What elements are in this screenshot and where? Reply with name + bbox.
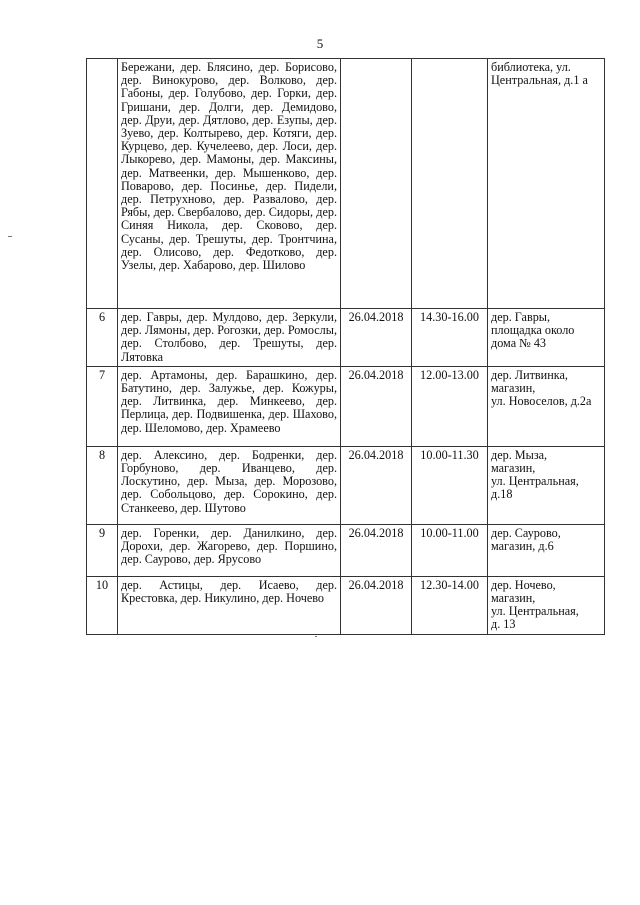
place-cell [488, 309, 605, 367]
schedule-table [86, 58, 605, 635]
table-row [87, 366, 605, 446]
place-cell [488, 366, 605, 446]
place-line: д. 13 [491, 617, 516, 632]
table-row [87, 576, 605, 634]
time-cell [412, 59, 488, 309]
date-cell [341, 59, 412, 309]
place-line: дер. Литвинка, [491, 367, 568, 382]
date-cell: 26.04.2018 [341, 366, 412, 446]
place-line: магазин, д.6 [491, 539, 554, 554]
time-cell: 10.00-11.30 [412, 446, 488, 524]
villages-cell: Бережани, дер. Блясино, дер. Борисово, дер. Винокурово, дер. Волково, дер. Габоны, дер. Голубово, дер. Горки, дер. Гришани, дер. Долги, дер. Демидово, дер. Друи, дер. Дятлово, дер. Езупы, дер. Зуево, дер. Колтырево, дер. Котяги, дер. Курцево, дер. Кучелеево, дер. Лоси, дер. Лыкорево, дер. Мамоны, дер. Максины, дер. Матвеенки, дер. Мышенково, дер. Поварово, дер. Посинье, дер. Пидели, дер. Петрухново, дер. Развалово, дер. Рябы, дер. Свербалово, дер. Сидоры, дер. Синяя Никола, дер. Сковово, дер. Сусаны, дер. Трешуты, дер. Тронтчина, дер. Олисово, дер. Федотково, дер. Узелы, дер. Хабарово, дер. Шилово [118, 59, 341, 309]
schedule-table-body [87, 59, 605, 635]
place-line: магазин, [491, 461, 536, 476]
table-row [87, 59, 605, 309]
place-cell [488, 576, 605, 634]
place-line: ул. Центральная, [491, 474, 579, 489]
place-line: дома № 43 [491, 336, 547, 351]
place-cell [488, 446, 605, 524]
place-line: дер. Гавры, [491, 310, 551, 324]
place-line: площадка около [491, 323, 575, 338]
place-line: дер. Мыза, [491, 447, 548, 462]
place-cell [488, 524, 605, 576]
date-cell: 26.04.2018 [341, 446, 412, 524]
place-line: д.18 [491, 487, 513, 502]
row-number: 8 [87, 446, 118, 524]
table-row [87, 309, 605, 367]
place-line: магазин, [491, 591, 536, 606]
villages-cell: дер. Горенки, дер. Данилкино, дер. Дорохи, дер. Жагорево, дер. Поршино, дер. Саурово, дер. Ярусово [118, 524, 341, 576]
margin-mark [8, 236, 12, 237]
date-cell: 26.04.2018 [341, 524, 412, 576]
time-cell: 10.00-11.00 [412, 524, 488, 576]
villages-cell: дер. Алексино, дер. Бодренки, дер. Горбуново, дер. Иванцево, дер. Лоскутино, дер. Мыза, дер. Морозово, дер. Собольцово, дер. Сорокино, дер. Станкеево, дер. Шутово [118, 446, 341, 524]
page-number: 5 [316, 36, 324, 51]
table-row [87, 524, 605, 576]
margin-mark-bottom [315, 636, 317, 637]
time-cell: 12.30-14.00 [412, 576, 488, 634]
place-line: ул. Центральная, [491, 604, 579, 619]
row-number: 7 [87, 366, 118, 446]
time-cell: 14.30-16.00 [412, 309, 488, 367]
row-number: 6 [87, 309, 118, 367]
villages-cell: дер. Астицы, дер. Исаево, дер. Крестовка, дер. Никулино, дер. Ночево [118, 576, 341, 634]
villages-cell: дер. Гавры, дер. Мулдово, дер. Зеркули, дер. Лямоны, дер. Рогозки, дер. Ромослы, дер. Столбово, дер. Трешуты, дер. Лятовка [118, 309, 341, 367]
place-line: библиотека, ул. Центральная, д.1 а [491, 60, 588, 88]
row-number: 10 [87, 576, 118, 634]
table-row [87, 446, 605, 524]
place-line: магазин, [491, 381, 536, 396]
place-line: ул. Новоселов, д.2а [491, 394, 592, 409]
row-number: 9 [87, 524, 118, 576]
place-line: дер. Саурово, [491, 525, 561, 540]
place-cell [488, 59, 605, 309]
time-cell: 12.00-13.00 [412, 366, 488, 446]
row-number [87, 59, 118, 309]
date-cell: 26.04.2018 [341, 309, 412, 367]
date-cell: 26.04.2018 [341, 576, 412, 634]
place-line: дер. Ночево, [491, 577, 556, 592]
villages-cell: дер. Артамоны, дер. Барашкино, дер. Батутино, дер. Залужье, дер. Кожуры, дер. Литвинка, дер. Минкеево, дер. Перлица, дер. Подвишенка, дер. Шахово, дер. Шеломово, дер. Храмеево [118, 366, 341, 446]
